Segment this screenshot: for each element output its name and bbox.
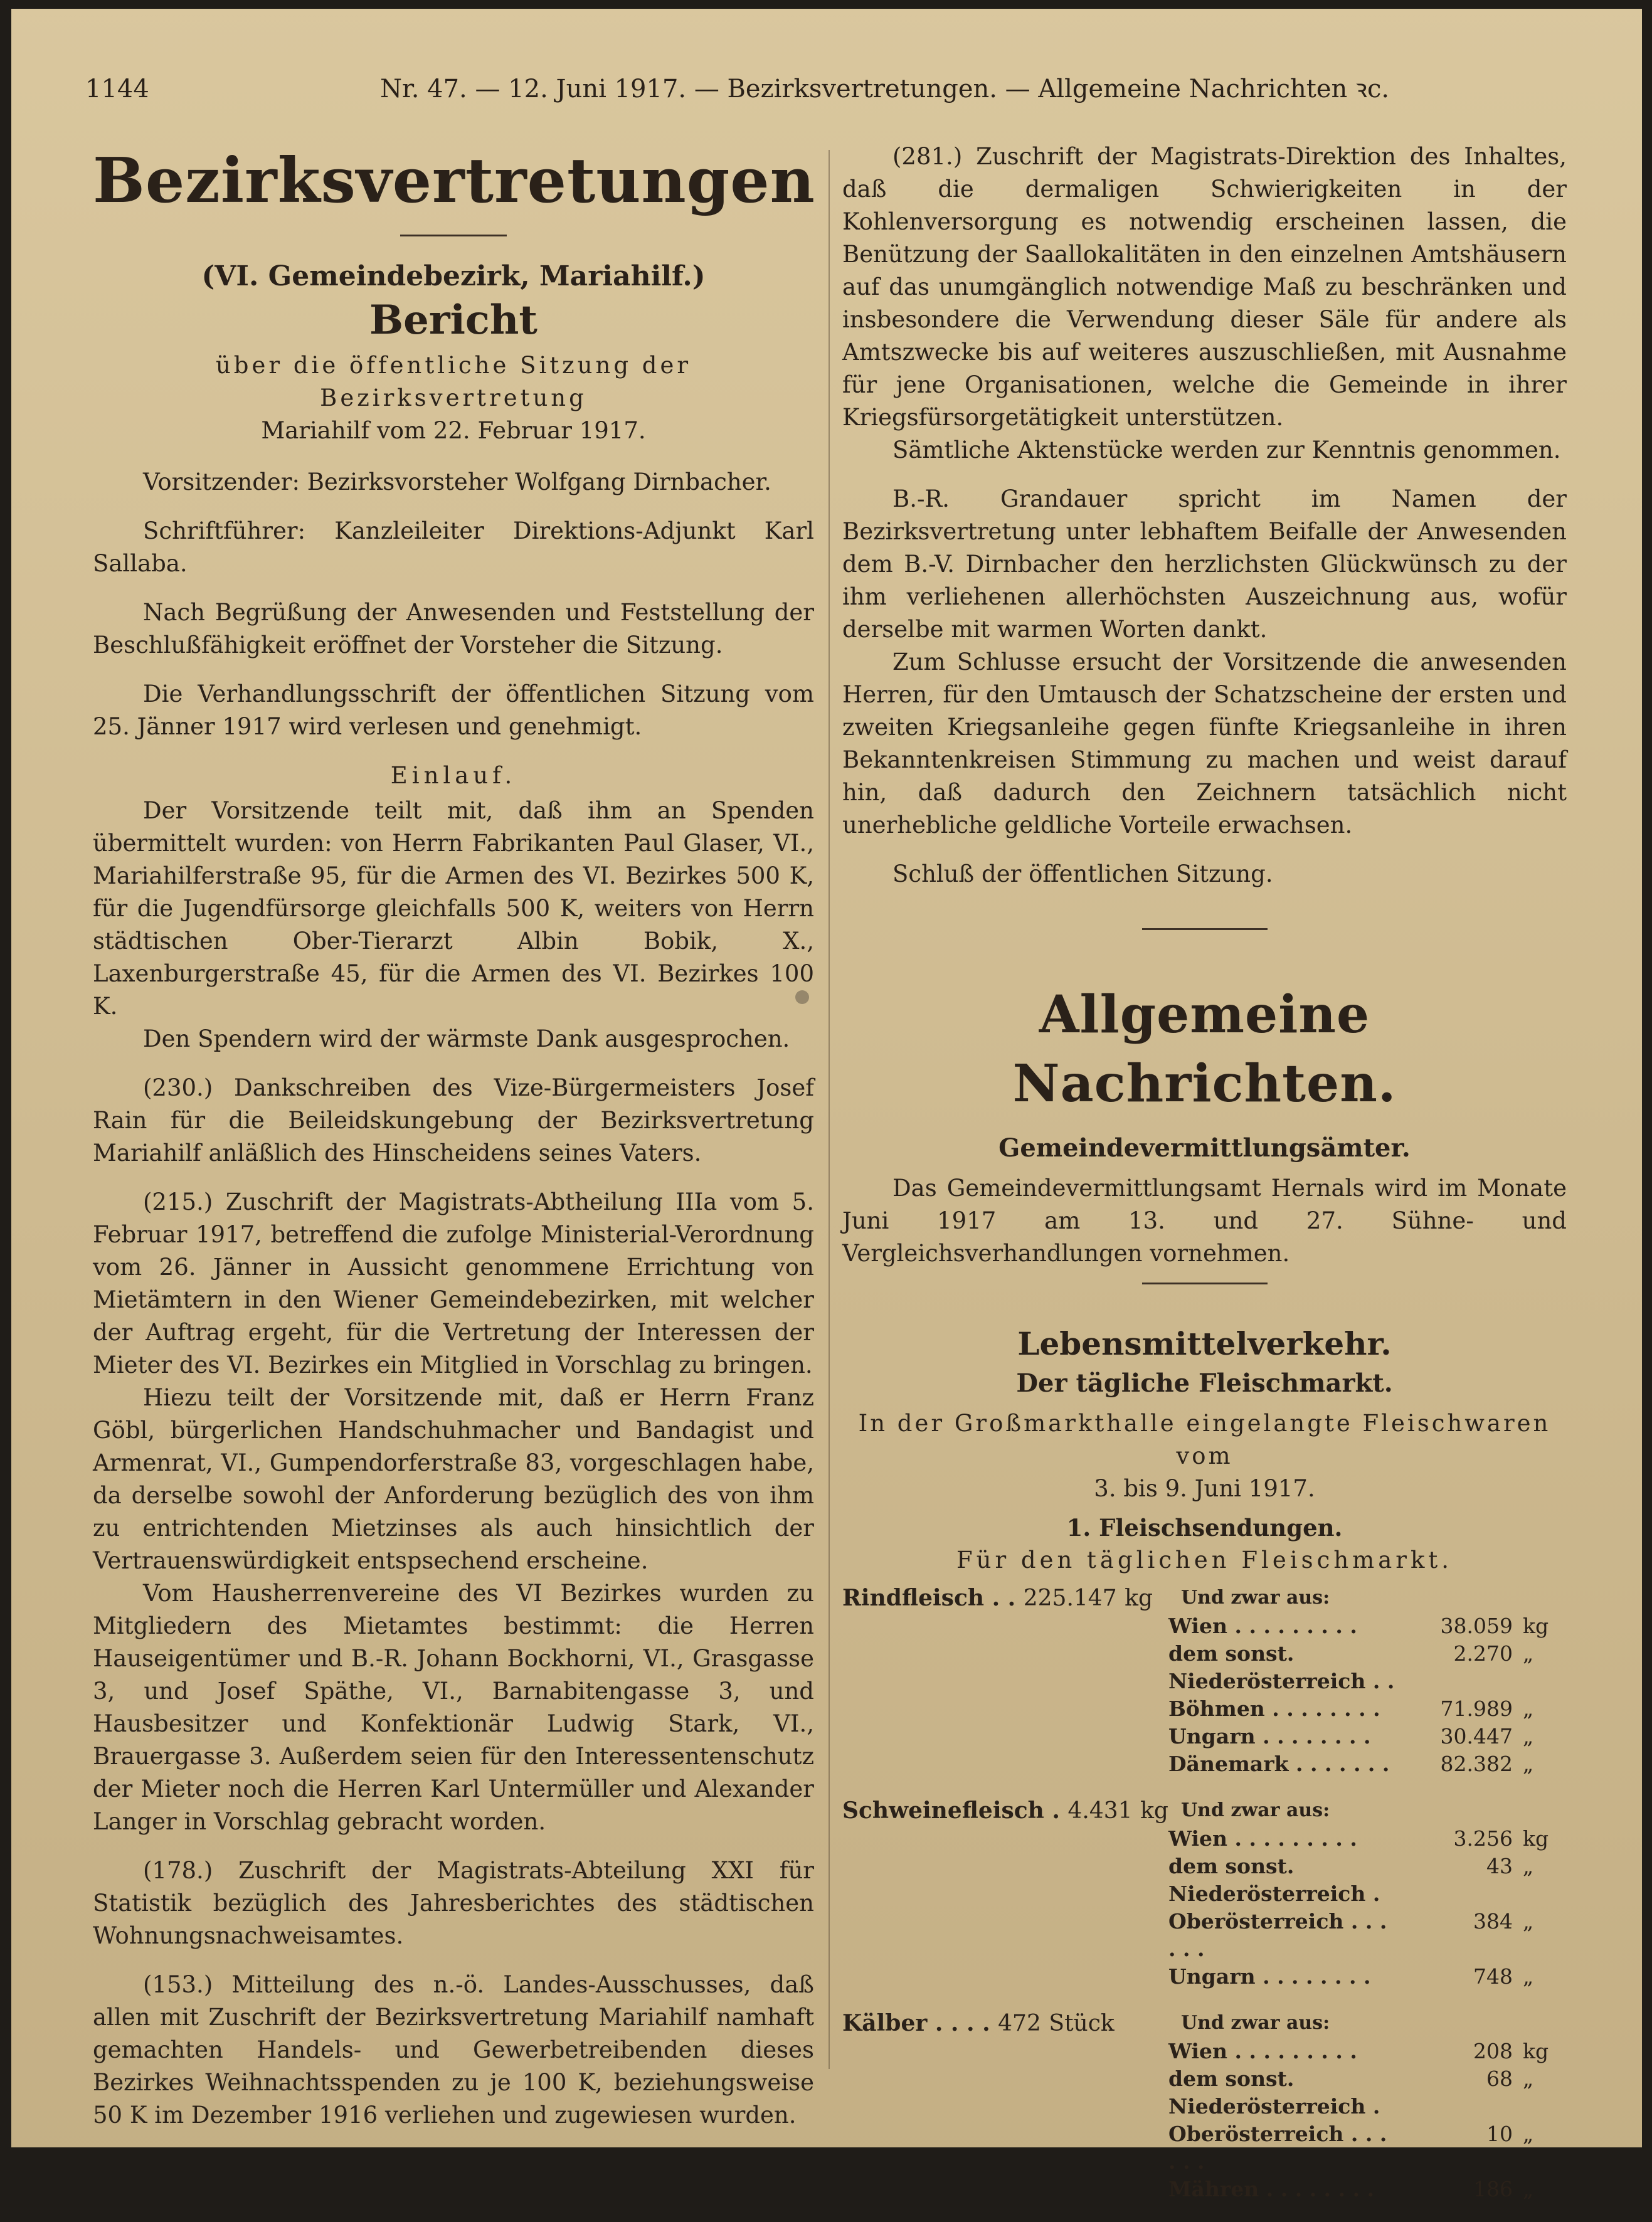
- pork-table: [842, 1797, 1567, 1991]
- noted-line: Sämtliche Aktenstücke werden zur Kenntnis genommen.: [892, 436, 1561, 463]
- und-zwar-label: Und zwar aus:: [1181, 2012, 1330, 2034]
- table-row: Dänemark . . . . . . . 82.382 „: [1168, 1752, 1534, 1776]
- report-subtitle-1: über die öffentliche Sitzung der Bezirksvertretung: [215, 352, 692, 411]
- table-row: dem sonst. Niederösterreich . . 2.270 „: [1168, 1641, 1534, 1693]
- running-head: Nr. 47. — 12. Juni 1917. — Bezirksvertretungen. — Allgemeine Nachrichten ꝛc.: [380, 75, 1390, 103]
- table-row: Wien . . . . . . . . . 3.256 kg: [1168, 1826, 1549, 1851]
- und-zwar-label: Und zwar aus:: [1181, 1799, 1330, 1821]
- opening-paragraph: Nach Begrüßung der Anwesenden und Feststellung der Beschlußfähigkeit eröffnet der Vorsteher die Sitzung.: [93, 599, 814, 659]
- chair-line: Vorsitzender: Bezirksvorsteher Wolfgang Dirnbacher.: [143, 468, 771, 495]
- grandauer-paragraph: B.-R. Grandauer spricht im Namen der Bezirksvertretung unter lebhaftem Beifalle der Anwesenden dem B.-V. Dirnbacher den herzlichsten Glückwünsch zu der ihm verliehenen allerhöchsten Auszeichnung aus, wofür derselbe mit warmen Worten dankt.: [842, 485, 1567, 643]
- newspaper-page: [11, 9, 1642, 2201]
- left-column: [93, 140, 814, 2148]
- section-1-subheading: Für den täglichen Fleischmarkt.: [956, 1547, 1453, 1574]
- table-row: Ungarn . . . . . . . . 748 „: [1168, 1964, 1534, 1989]
- item-153: (153.) Mitteilung des n.-ö. Landes-Ausschusses, daß allen mit Zuschrift der Bezirksvertretung Mariahilf namhaft gemachten Handels- und Gewerbetreibenden dieses Bezirkes Weihnachtsspenden zu je 100 K, beziehungsweise 50 K im Dezember 1916 verliehen und zugewiesen wurden.: [93, 1971, 814, 2129]
- minutes-paragraph: Die Verhandlungsschrift der öffentlichen Sitzung vom 25. Jänner 1917 wird verlesen und genehmigt.: [93, 680, 814, 740]
- gva-rule: [1142, 1283, 1268, 1284]
- gva-paragraph: Das Gemeindevermittlungsamt Hernals wird im Monate Juni 1917 am 13. und 27. Sühne- und Vergleichsverhandlungen vornehmen.: [842, 1175, 1567, 1267]
- section-1-heading: 1. Fleischsendungen.: [1066, 1514, 1343, 1542]
- report-subtitle-2: Mariahilf vom 22. Februar 1917.: [261, 417, 646, 444]
- item-230: (230.) Dankschreiben des Vize-Bürgermeisters Josef Rain für die Beileidskungebung der Bezirksvertretung Mariahilf anläßlich des Hinscheidens seines Vaters.: [93, 1074, 814, 1167]
- pork-label: Schweinefleisch . 4.431 kg: [842, 1797, 1168, 1824]
- item-215-members: Vom Hausherrenvereine des VI Bezirkes wurden zu Mitgliedern des Mietamtes bestimmt: die Herren Hauseigentümer und B.-R. Johann Bockhorni, VI., Grasgasse 3, und Josef Späthe, VI., Barnabitengasse 3, und Hausbesitzer und Konfektionär Ludwig Stark, VI., Brauergasse 3. Außerdem seien für den Interessentenschutz der Mieter noch die Herren Karl Untermüller und Alexander Langer in Vorschlag gebracht worden.: [93, 1580, 814, 1835]
- einlauf-heading: Einlauf.: [390, 762, 517, 789]
- session-end: Schluß der öffentlichen Sitzung.: [892, 860, 1273, 887]
- closing-request-paragraph: Zum Schlusse ersucht der Vorsitzende die anwesenden Herren, für den Umtausch der Schatzscheine der ersten und zweiten Kriegsanleihe gegen fünfte Kriegsanleihe in ihren Bekanntenkreisen Stimmung zu machen und weist darauf hin, daß dadurch den Zeichnern tatsächlich nicht unerhebliche geldliche Vorteile erwachsen.: [842, 648, 1567, 839]
- running-header: [85, 64, 1591, 114]
- veal-label: Kälber . . . . 472 Stück: [842, 2010, 1115, 2036]
- food-title: Lebensmittelverkehr.: [1017, 1325, 1392, 1362]
- beef-label: Rindfleisch . . 225.147 kg: [842, 1585, 1153, 1611]
- beef-total-row: [842, 1584, 1567, 1612]
- meat-intro-2: 3. bis 9. Juni 1917.: [1094, 1475, 1315, 1502]
- table-row: Wien . . . . . . . . . 38.059 kg: [1168, 1614, 1549, 1638]
- table-row: dem sonst. Niederösterreich . 43 „: [1168, 1854, 1534, 1906]
- gva-heading: Gemeindevermittlungsämter.: [998, 1133, 1411, 1163]
- item-281: (281.) Zuschrift der Magistrats-Direktion des Inhaltes, daß die dermaligen Schwierigkeiten in der Kohlenversorgung es notwendig erscheinen lassen, die Benützung der Saallokalitäten in den einzelnen Amtshäusern auf das unumgänglich notwendige Maß zu beschränken und insbesondere die Verwendung dieser Säle für andere als Amtszwecke bis auf weiteres auszuschließen, mit Ausnahme für jene Organisationen, welche die Gemeinde in ihrer Kriegsfürsorgetätigkeit unterstützen.: [842, 143, 1567, 431]
- column-divider: [829, 150, 830, 2069]
- news-title: Allgemeine Nachrichten.: [1012, 985, 1397, 1114]
- right-column: [842, 140, 1567, 2222]
- item-178: (178.) Zuschrift der Magistrats-Abteilung XXI für Statistik bezüglich des Jahresberichtes des städtischen Wohnungsnachweisamtes.: [93, 1857, 814, 1949]
- table-row: Böhmen . . . . . . . . 71.989 „: [1168, 1696, 1534, 1721]
- beef-table: [842, 1584, 1567, 1778]
- thanks-paragraph: Den Spendern wird der wärmste Dank ausgesprochen.: [143, 1025, 790, 1052]
- table-row: Ungarn . . . . . . . . 30.447 „: [1168, 1724, 1534, 1749]
- section-rule: [1142, 928, 1268, 930]
- table-row: Mähren . . . . . . . . 186 „: [1168, 2177, 1534, 2201]
- pork-total-row: [842, 1797, 1567, 1825]
- table-row: Wien . . . . . . . . . 208 kg: [1168, 2039, 1549, 2063]
- table-row: dem sonst. Niederösterreich . 68 „: [1168, 2066, 1534, 2119]
- meat-market-heading: Der tägliche Fleischmarkt.: [1016, 1368, 1393, 1398]
- item-215: (215.) Zuschrift der Magistrats-Abtheilung IIIa vom 5. Februar 1917, betreffend die zufolge Ministerial-Verordnung vom 26. Jänner in Aussicht genommene Errichtung von Mietämtern in den Wiener Gemeindebezirken, mit welcher der Auftrag ergeht, für die Vertretung der Interessen der Mieter des VI. Bezirkes ein Mitglied in Vorschlag zu bringen.: [93, 1188, 814, 1378]
- item-215-nomination: Hiezu teilt der Vorsitzende mit, daß er Herrn Franz Göbl, bürgerlichen Handschuhmacher und Bandagist und Armenrat, VI., Gumpendorferstraße 83, vorgeschlagen habe, da derselbe sowohl der Anforderung bezüglich des von ihm zu entrichtenden Mietzinses als auch hinsichtlich der Vertrauenswürdigkeit entspsechend erscheine.: [93, 1384, 814, 1574]
- page-number: 1144: [85, 75, 149, 103]
- ink-spot: [795, 990, 809, 1004]
- donations-paragraph: Der Vorsitzende teilt mit, daß ihm an Spenden übermittelt wurden: von Herrn Fabrikanten Paul Glaser, VI., Mariahilferstraße 95, für die Armen des VI. Bezirkes 500 K, für die Jugendfürsorge gleichfalls 500 K, weiters von Herrn städtischen Ober-Tierarzt Albin Bobik, X., Laxenburgerstraße 45, für die Armen des VI. Bezirkes 100 K.: [93, 797, 814, 1020]
- veal-total-row: [842, 2009, 1567, 2038]
- title-rule: [400, 235, 507, 236]
- table-row: Oberösterreich . . . . . . 10 „: [1168, 2122, 1534, 2174]
- und-zwar-label: Und zwar aus:: [1181, 1587, 1330, 1609]
- secretary-line: Schriftführer: Kanzleileiter Direktions-Adjunkt Karl Sallaba.: [93, 517, 814, 577]
- section-title: Bezirksvertretungen: [93, 145, 815, 217]
- meat-intro-1: In der Großmarkthalle eingelangte Fleischwaren vom: [858, 1410, 1551, 1469]
- report-heading: Bericht: [369, 297, 537, 344]
- table-row: Oberösterreich . . . . . . 384 „: [1168, 1909, 1534, 1961]
- veal-table: [842, 2009, 1567, 2203]
- district-heading: (VI. Gemeindebezirk, Mariahilf.): [201, 260, 706, 292]
